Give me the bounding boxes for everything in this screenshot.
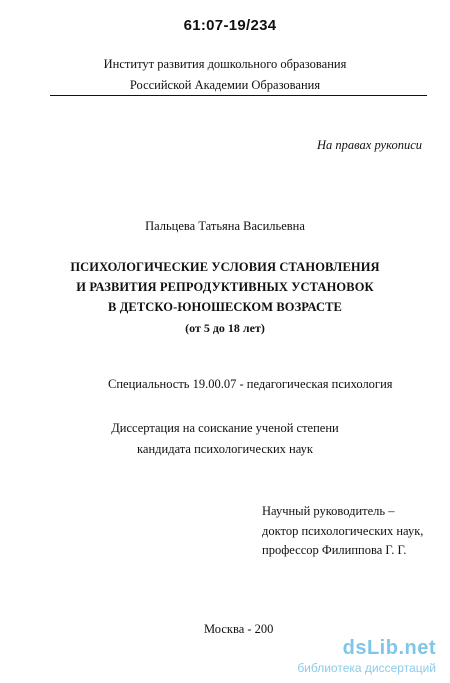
dissertation-line-1: Диссертация на соискание ученой степени bbox=[111, 421, 339, 435]
institute-line-1: Институт развития дошкольного образования bbox=[103, 57, 347, 71]
document-code: 61:07-19/234 bbox=[183, 17, 277, 34]
specialty-line: Специальность 19.00.07 - педагогическая психология bbox=[108, 377, 393, 391]
title-line-3: В ДЕТСКО-ЮНОШЕСКОМ ВОЗРАСТЕ bbox=[108, 300, 342, 314]
age-range: (от 5 до 18 лет) bbox=[185, 321, 265, 335]
advisor-line-1: Научный руководитель – bbox=[262, 504, 395, 518]
watermark-caption: библиотека диссертаций bbox=[297, 661, 436, 675]
header-divider bbox=[50, 95, 427, 96]
author-name: Пальцева Татьяна Васильевна bbox=[145, 219, 305, 233]
title-line-2: И РАЗВИТИЯ РЕПРОДУКТИВНЫХ УСТАНОВОК bbox=[76, 280, 374, 294]
title-line-1: ПСИХОЛОГИЧЕСКИЕ УСЛОВИЯ СТАНОВЛЕНИЯ bbox=[70, 260, 380, 274]
dissertation-line-2: кандидата психологических наук bbox=[137, 442, 313, 456]
watermark-logo: dsLib.net bbox=[342, 637, 436, 659]
watermark bbox=[297, 638, 436, 676]
city-year: Москва - 200 bbox=[204, 622, 274, 636]
advisor-line-3: профессор Филиппова Г. Г. bbox=[262, 543, 407, 557]
institute-line-2: Российской Академии Образования bbox=[129, 78, 321, 92]
rights-note: На правах рукописи bbox=[317, 138, 422, 152]
advisor-line-2: доктор психологических наук, bbox=[262, 524, 424, 538]
